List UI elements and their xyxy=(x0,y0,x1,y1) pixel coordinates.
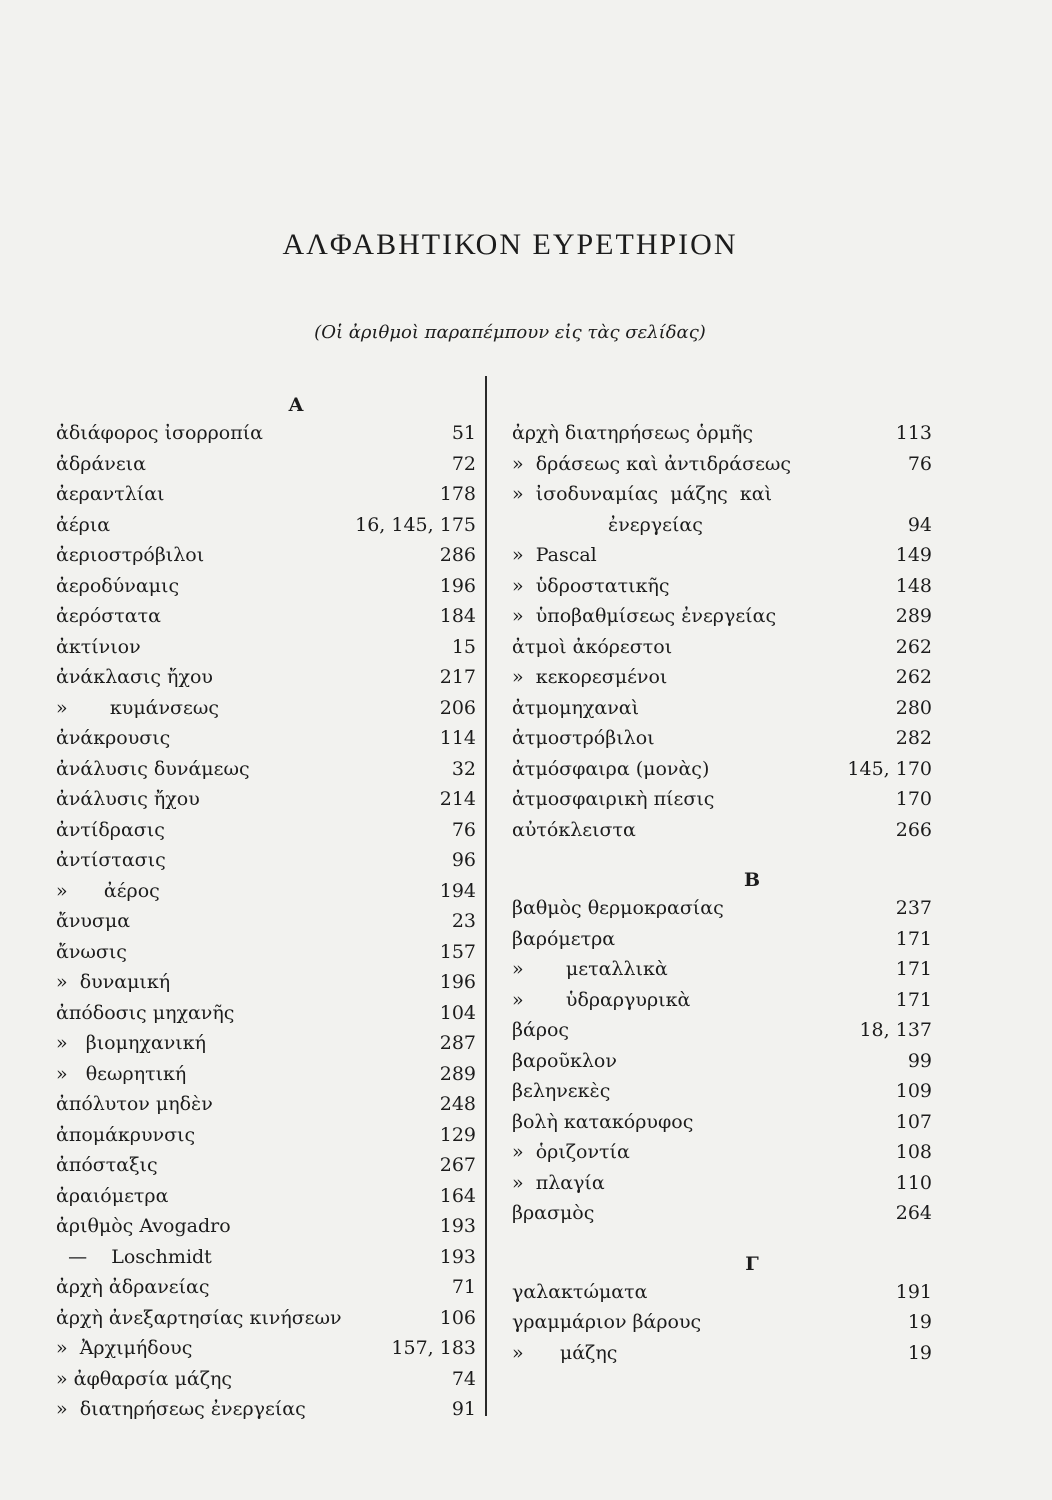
index-page-number: 51 xyxy=(451,422,476,444)
index-page-number: 196 xyxy=(439,574,476,597)
index-page-number: 289 xyxy=(895,605,932,627)
index-term: ἀνάλυσις δυνάμεως xyxy=(56,757,250,780)
index-entry xyxy=(512,1168,932,1199)
index-entry xyxy=(56,1242,476,1273)
index-page-number: 262 xyxy=(895,635,932,658)
column-divider xyxy=(485,376,487,1416)
index-term: » ὑδραργυρικὰ xyxy=(512,988,691,1011)
index-entry xyxy=(56,632,476,663)
index-entry xyxy=(512,1198,932,1229)
index-page-number: 287 xyxy=(439,1032,476,1054)
index-entry xyxy=(56,1364,476,1395)
index-term: » ὑδροστατικῆς xyxy=(512,574,670,597)
index-page-number: 193 xyxy=(439,1245,476,1268)
index-entry xyxy=(56,1181,476,1212)
index-term: » Pascal xyxy=(512,544,597,566)
index-page-number: 171 xyxy=(895,988,932,1011)
index-entry xyxy=(512,693,932,724)
index-term: ἀκτίνιον xyxy=(56,635,141,658)
index-entry xyxy=(512,662,932,693)
index-entry xyxy=(56,754,476,785)
index-term: ἀνάκρουσις xyxy=(56,727,171,749)
index-page-number: 114 xyxy=(439,727,476,749)
index-term: » δράσεως καὶ ἀντιδράσεως xyxy=(512,452,792,475)
index-entry xyxy=(512,985,932,1016)
index-term: ἀδιάφορος ἰσορροπία xyxy=(56,422,263,444)
index-term: βαθμὸς θερμοκρασίας xyxy=(512,897,724,919)
index-entry xyxy=(512,723,932,754)
index-page-number: 96 xyxy=(451,849,476,871)
index-entry xyxy=(56,662,476,693)
index-entry xyxy=(56,1272,476,1303)
index-page-number: 248 xyxy=(439,1093,476,1115)
index-term: ἀραιόμετρα xyxy=(56,1184,169,1207)
index-term: » βιομηχανική xyxy=(56,1032,206,1054)
index-term: αὐτόκλειστα xyxy=(512,818,636,841)
section-heading-gamma: Γ xyxy=(745,1252,759,1275)
index-term: ἄνωσις xyxy=(56,940,127,963)
index-entry xyxy=(512,1307,932,1338)
index-term: ἀερόστατα xyxy=(56,605,161,627)
index-entry xyxy=(56,906,476,937)
index-entry xyxy=(512,571,932,602)
index-page-number: 129 xyxy=(439,1123,476,1146)
index-entry xyxy=(56,449,476,480)
section-heading-beta: Β xyxy=(743,869,761,891)
index-term: » ὁριζοντία xyxy=(512,1141,630,1163)
index-entry xyxy=(56,571,476,602)
index-term: » μεταλλικὰ xyxy=(512,958,668,980)
index-page-number: 71 xyxy=(451,1276,476,1298)
index-term: βάρος xyxy=(512,1019,570,1041)
index-page-number: 106 xyxy=(439,1306,476,1329)
index-entry xyxy=(56,1059,476,1090)
index-entry xyxy=(512,1015,932,1046)
index-page-number: 107 xyxy=(895,1110,932,1133)
index-page-number: 94 xyxy=(907,513,932,536)
index-page-number: 149 xyxy=(895,544,932,566)
index-entry xyxy=(56,1333,476,1364)
index-term: ἀπομάκρυνσις xyxy=(56,1123,196,1146)
index-page-number: 237 xyxy=(895,897,932,919)
index-page-number: 99 xyxy=(907,1049,932,1072)
index-term: ἀνάκλασις ἤχου xyxy=(56,666,213,688)
left-column xyxy=(56,392,476,1425)
right-entry-list-beta xyxy=(512,893,932,1229)
index-page-number: 206 xyxy=(439,696,476,719)
index-entry xyxy=(512,784,932,815)
index-page-number: 178 xyxy=(439,483,476,505)
page-title: ΑΛΦΑΒΗΤΙΚΟΝ ΕΥΡΕΤΗΡΙΟΝ xyxy=(282,228,738,261)
index-term: » ἀέρος xyxy=(56,879,160,902)
index-entry xyxy=(56,1303,476,1334)
index-term: ἀρχὴ διατηρήσεως ὁρμῆς xyxy=(512,422,754,444)
index-page-number: 74 xyxy=(451,1367,476,1390)
index-term: » ὑποβαθμίσεως ἐνεργείας xyxy=(512,605,777,627)
index-entry xyxy=(512,1076,932,1107)
right-entry-list-alpha xyxy=(512,418,932,845)
index-term: ἀδράνεια xyxy=(56,452,146,475)
index-entry xyxy=(512,1338,932,1369)
index-entry xyxy=(56,723,476,754)
index-page-number: 19 xyxy=(907,1311,932,1333)
index-term: ἀνάλυσις ἤχου xyxy=(56,788,200,810)
index-entry xyxy=(512,540,932,571)
index-term: γραμμάριον βάρους xyxy=(512,1311,702,1333)
index-term: — Loschmidt xyxy=(56,1245,212,1268)
index-entry xyxy=(56,815,476,846)
index-entry xyxy=(56,998,476,1029)
index-term: » δυναμική xyxy=(56,971,171,993)
index-page-number: 280 xyxy=(895,696,932,719)
index-term: βολὴ κατακόρυφος xyxy=(512,1110,694,1133)
index-page-number: 23 xyxy=(451,910,476,932)
index-entry xyxy=(512,510,932,541)
index-page-number: 109 xyxy=(895,1080,932,1102)
index-page-number: 193 xyxy=(439,1215,476,1237)
index-page-number: 15 xyxy=(451,635,476,658)
index-entry xyxy=(56,693,476,724)
index-page-number: 196 xyxy=(439,971,476,993)
index-term: γαλακτώματα xyxy=(512,1280,648,1303)
index-entry xyxy=(56,1120,476,1151)
index-entry xyxy=(56,967,476,998)
index-page-number: 286 xyxy=(439,544,476,566)
index-page-number: 108 xyxy=(895,1141,932,1163)
index-entry xyxy=(56,418,476,449)
index-page-number: 18, 137 xyxy=(859,1019,932,1041)
index-term: ἀτμοὶ ἀκόρεστοι xyxy=(512,635,673,658)
index-entry xyxy=(512,893,932,924)
index-term: ἀτμομηχαναὶ xyxy=(512,696,640,719)
index-term: ἀεροδύναμις xyxy=(56,574,180,597)
index-page-number: 171 xyxy=(895,958,932,980)
index-term: βρασμὸς xyxy=(512,1202,595,1224)
index-entry xyxy=(56,601,476,632)
index-term: ἀτμοστρόβιλοι xyxy=(512,727,655,749)
index-entry xyxy=(56,1394,476,1425)
index-entry xyxy=(56,1150,476,1181)
index-term: ἀντίδρασις xyxy=(56,818,165,841)
index-page-number: 264 xyxy=(895,1202,932,1224)
index-entry xyxy=(512,449,932,480)
index-term: » θεωρητική xyxy=(56,1062,187,1085)
index-page-number: 19 xyxy=(907,1341,932,1364)
index-term: ἀεριοστρόβιλοι xyxy=(56,544,205,566)
index-entry xyxy=(512,924,932,955)
index-term: ἀρχὴ ἀνεξαρτησίας κινήσεων xyxy=(56,1306,342,1329)
index-term: ἀτμόσφαιρα (μονὰς) xyxy=(512,757,710,780)
index-page-number: 16, 145, 175 xyxy=(355,513,476,536)
index-page-number: 113 xyxy=(895,422,932,444)
index-term: » Ἀρχιμήδους xyxy=(56,1337,193,1359)
index-entry xyxy=(512,1046,932,1077)
index-page-number: 214 xyxy=(439,788,476,810)
index-term: ἀέρια xyxy=(56,513,111,536)
index-entry xyxy=(512,601,932,632)
index-page-number: 282 xyxy=(895,727,932,749)
index-entry xyxy=(512,1137,932,1168)
index-entry xyxy=(512,479,932,510)
right-entry-list-gamma xyxy=(512,1277,932,1369)
index-entry xyxy=(56,1211,476,1242)
index-page-number: 157, 183 xyxy=(391,1337,476,1359)
index-entry xyxy=(512,754,932,785)
index-term: ἀεραντλίαι xyxy=(56,483,165,505)
index-term: βεληνεκὲς xyxy=(512,1080,611,1102)
index-entry xyxy=(512,418,932,449)
index-entry xyxy=(512,1107,932,1138)
left-entry-list xyxy=(56,418,476,1425)
index-term: » κυμάνσεως xyxy=(56,696,220,719)
index-entry xyxy=(56,510,476,541)
index-term: » πλαγία xyxy=(512,1171,605,1194)
index-page-number: 104 xyxy=(439,1001,476,1024)
index-term: ἀπόσταξις xyxy=(56,1154,158,1176)
index-term: » ἰσοδυναμίας μάζης καὶ xyxy=(512,483,773,505)
index-entry xyxy=(56,479,476,510)
index-page-number: 157 xyxy=(439,940,476,963)
index-page-number: 217 xyxy=(439,666,476,688)
index-term: ἀριθμὸς Avogadro xyxy=(56,1215,231,1237)
index-entry xyxy=(512,632,932,663)
index-term: ἀρχὴ ἀδρανείας xyxy=(56,1276,210,1298)
index-term: » κεκορεσμένοι xyxy=(512,666,668,688)
index-term: ἀντίστασις xyxy=(56,849,166,871)
index-entry xyxy=(56,540,476,571)
index-page-number: 289 xyxy=(439,1062,476,1085)
index-page-number: 194 xyxy=(439,879,476,902)
index-page-number: 148 xyxy=(895,574,932,597)
index-entry xyxy=(56,845,476,876)
index-entry xyxy=(512,954,932,985)
index-page-number: 266 xyxy=(895,818,932,841)
index-page-number: 164 xyxy=(439,1184,476,1207)
index-page-number: 110 xyxy=(895,1171,932,1194)
index-page-number: 184 xyxy=(439,605,476,627)
index-entry xyxy=(56,876,476,907)
index-entry xyxy=(56,937,476,968)
index-term: βαροῦκλον xyxy=(512,1049,617,1072)
index-term: βαρόμετρα xyxy=(512,927,616,950)
index-term: ἀπόδοσις μηχανῆς xyxy=(56,1001,235,1024)
index-page-number: 262 xyxy=(895,666,932,688)
index-page-number: 76 xyxy=(451,818,476,841)
index-page-number: 145, 170 xyxy=(847,757,932,780)
index-page-number: 171 xyxy=(895,927,932,950)
index-entry xyxy=(56,1089,476,1120)
index-page-number: 76 xyxy=(907,452,932,475)
right-column xyxy=(512,392,932,1368)
index-entry xyxy=(56,784,476,815)
index-entry xyxy=(512,815,932,846)
index-entry xyxy=(56,1028,476,1059)
section-heading-alpha: Α xyxy=(288,394,304,416)
index-term: » μάζης xyxy=(512,1341,618,1364)
index-term: » ἀφθαρσία μάζης xyxy=(56,1367,233,1390)
index-page-number: 191 xyxy=(895,1280,932,1303)
index-page-number: 72 xyxy=(451,452,476,475)
index-term: » διατηρήσεως ἐνεργείας xyxy=(56,1398,306,1420)
index-term: ἄνυσμα xyxy=(56,910,131,932)
index-term: ἐνεργείας xyxy=(608,513,703,536)
index-page-number: 91 xyxy=(451,1398,476,1420)
index-entry xyxy=(512,1277,932,1308)
page-subtitle: (Οἱ ἀριθμοὶ παραπέμπουν εἰς τὰς σελίδας) xyxy=(314,322,706,343)
index-term: ἀτμοσφαιρικὴ πίεσις xyxy=(512,788,715,810)
index-page-number: 170 xyxy=(895,788,932,810)
index-page-number: 267 xyxy=(439,1154,476,1176)
index-page-number: 32 xyxy=(451,757,476,780)
index-term: ἀπόλυτον μηδὲν xyxy=(56,1093,213,1115)
